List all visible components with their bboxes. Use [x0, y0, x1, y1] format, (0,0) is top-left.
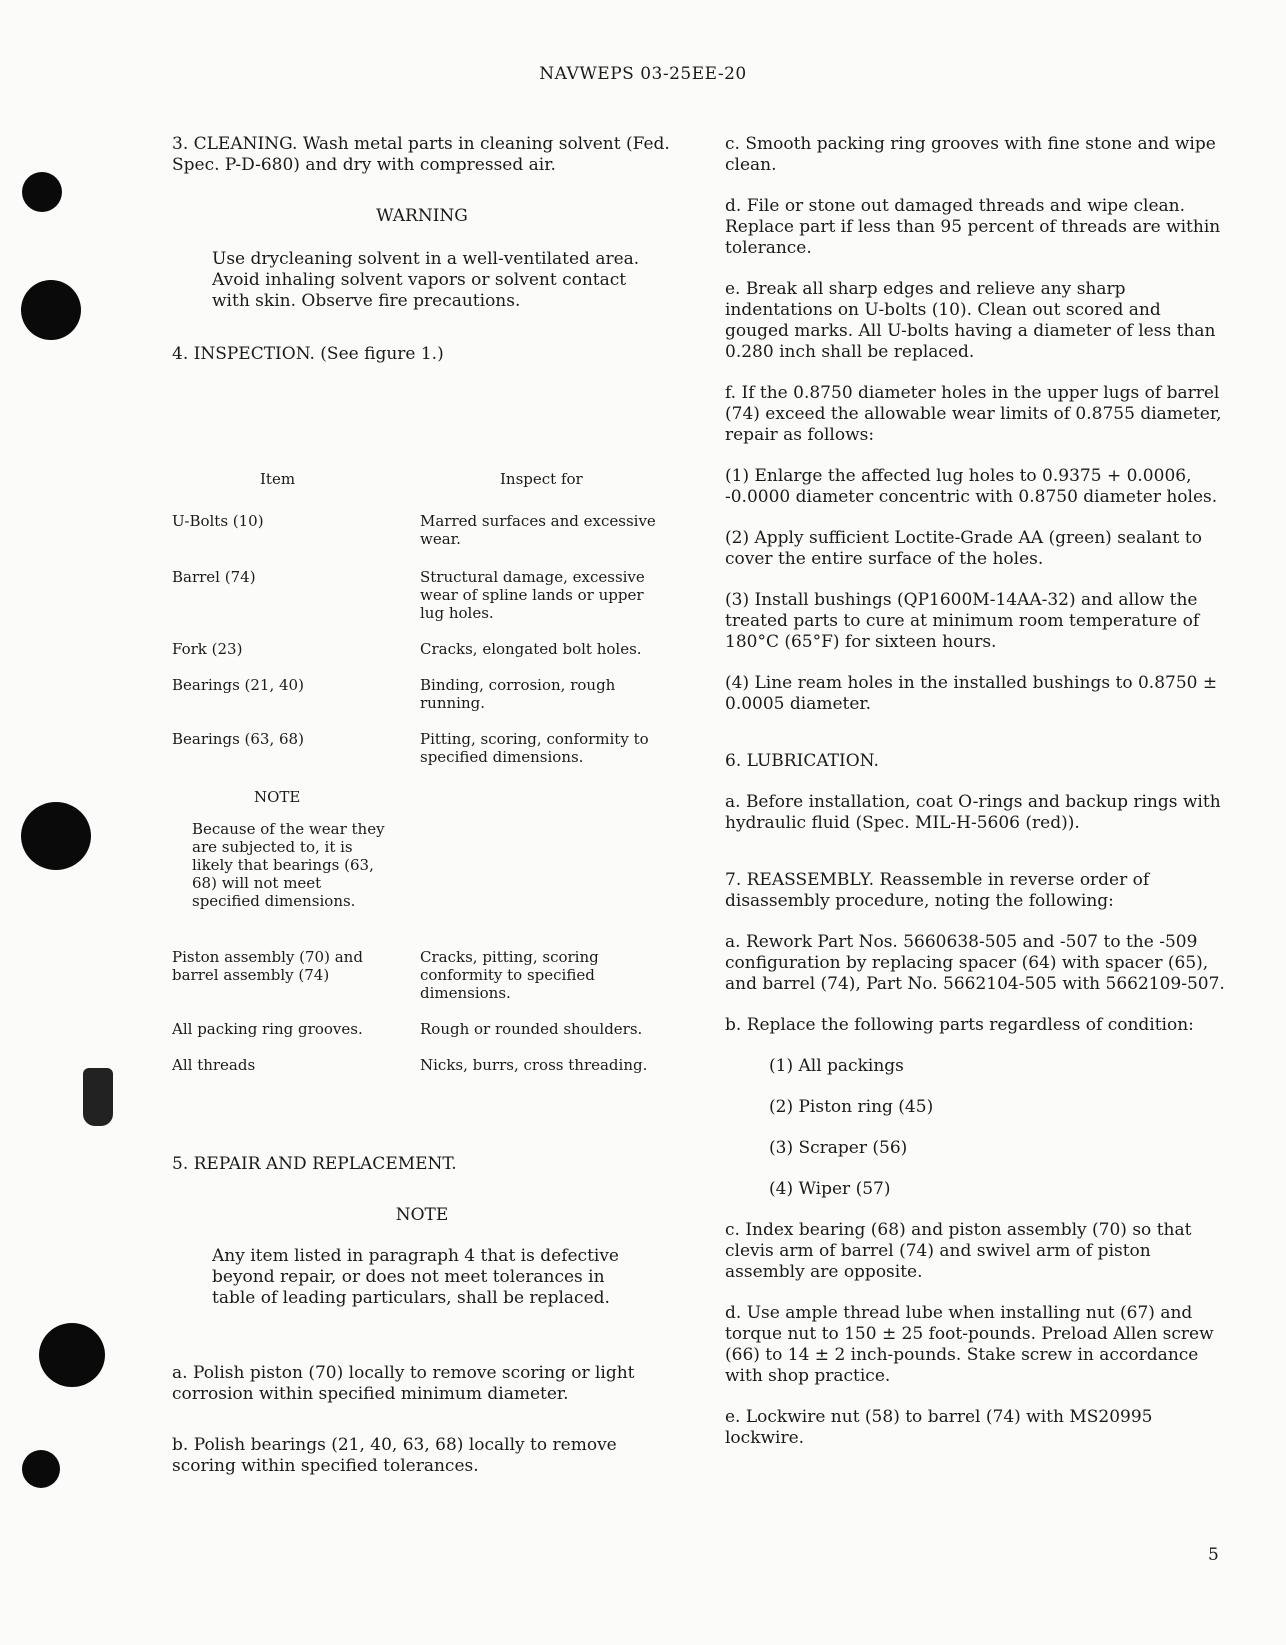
- table-cell-item: U-Bolts (10): [172, 512, 264, 530]
- table-row: [172, 676, 672, 712]
- repair-step-f3: (3) Install bushings (QP1600M-14AA-32) and allow the treated parts to cure at minimum room temperature of 180°C (65°F) for sixteen hours.: [725, 590, 1200, 652]
- table-row: [172, 730, 672, 766]
- binder-hole-3: [21, 802, 91, 870]
- table-row: [172, 640, 672, 658]
- table-cell-item: All packing ring grooves.: [172, 1020, 363, 1038]
- document-header: NAVWEPS 03-25EE-20: [539, 64, 747, 84]
- table-header-item: Item: [260, 470, 296, 488]
- repair-step-f: f. If the 0.8750 diameter holes in the upper lugs of barrel (74) exceed the allowable wear limits of 0.8755 diameter, repair as follows:: [725, 383, 1222, 445]
- table-row: [172, 1056, 672, 1074]
- reassembly-step-a: a. Rework Part Nos. 5660638-505 and -507 to the -509 configuration by replacing spacer (64) with spacer (65), and barrel (74), Part No. 5662104-505 with 5662109-507.: [725, 932, 1225, 994]
- repair-step-a: a. Polish piston (70) locally to remove scoring or light corrosion within specified minimum diameter.: [172, 1363, 635, 1404]
- note-heading: NOTE: [254, 788, 301, 806]
- table-cell-item: Fork (23): [172, 640, 243, 658]
- table-cell-item: Bearings (21, 40): [172, 676, 304, 694]
- reassembly-part-2: (2) Piston ring (45): [769, 1097, 934, 1117]
- lubrication-step-a: a. Before installation, coat O-rings and backup rings with hydraulic fluid (Spec. MIL-H-5606 (red)).: [725, 792, 1221, 833]
- inspection-heading: 4. INSPECTION. (See figure 1.): [172, 344, 444, 364]
- reassembly-heading: 7. REASSEMBLY. Reassemble in reverse order of disassembly procedure, noting the following:: [725, 870, 1150, 911]
- repair-step-e: e. Break all sharp edges and relieve any sharp indentations on U-bolts (10). Clean out scored and gouged marks. All U-bolts having a diameter of less than 0.280 inch shall be replaced.: [725, 279, 1216, 362]
- table-header-inspect: Inspect for: [500, 470, 583, 488]
- lubrication-heading: 6. LUBRICATION.: [725, 751, 879, 771]
- binder-hole-4: [39, 1323, 105, 1387]
- table-cell-item: Piston assembly (70) and barrel assembly (74): [172, 948, 363, 984]
- warning-body: Use drycleaning solvent in a well-ventilated area. Avoid inhaling solvent vapors or solvent contact with skin. Observe fire precautions.: [212, 249, 640, 311]
- table-cell-inspect: Structural damage, excessive wear of spline lands or upper lug holes.: [420, 568, 645, 622]
- reassembly-part-1: (1) All packings: [769, 1056, 904, 1076]
- repair-step-b: b. Polish bearings (21, 40, 63, 68) locally to remove scoring within specified tolerances.: [172, 1435, 617, 1476]
- table-row: [172, 948, 672, 1002]
- table-cell-inspect: Binding, corrosion, rough running.: [420, 676, 616, 712]
- reassembly-step-b: b. Replace the following parts regardless of condition:: [725, 1015, 1194, 1035]
- binder-hole-2: [21, 280, 81, 340]
- table-row: [172, 512, 672, 548]
- table-cell-item: Barrel (74): [172, 568, 256, 586]
- table-row: [172, 568, 672, 622]
- scan-smudge: [83, 1068, 113, 1126]
- left-column-lower: [172, 1154, 672, 1497]
- right-column: [725, 134, 1225, 1469]
- repair-step-f4: (4) Line ream holes in the installed bushings to 0.8750 ± 0.0005 diameter.: [725, 673, 1218, 714]
- inspection-table: [172, 470, 672, 1074]
- table-cell-item: All threads: [172, 1056, 256, 1074]
- note-body: Any item listed in paragraph 4 that is defective beyond repair, or does not meet tolerances in table of leading particulars, shall be replaced.: [212, 1246, 619, 1308]
- repair-heading: 5. REPAIR AND REPLACEMENT.: [172, 1154, 457, 1174]
- reassembly-step-c: c. Index bearing (68) and piston assembly (70) so that clevis arm of barrel (74) and swivel arm of piston assembly are opposite.: [725, 1220, 1192, 1282]
- table-cell-inspect: Marred surfaces and excessive wear.: [420, 512, 656, 548]
- repair-step-f1: (1) Enlarge the affected lug holes to 0.9375 + 0.0006, -0.0000 diameter concentric with 0.8750 diameter holes.: [725, 466, 1218, 507]
- reassembly-part-3: (3) Scraper (56): [769, 1138, 908, 1158]
- table-cell-item: Bearings (63, 68): [172, 730, 304, 748]
- table-row: [172, 1020, 672, 1038]
- table-cell-inspect: Rough or rounded shoulders.: [420, 1020, 643, 1038]
- left-column: [172, 134, 672, 385]
- note-body: Because of the wear they are subjected to, it is likely that bearings (63, 68) will not meet specified dimensions.: [192, 820, 385, 910]
- binder-hole-5: [22, 1450, 60, 1488]
- reassembly-step-d: d. Use ample thread lube when installing nut (67) and torque nut to 150 ± 25 foot-pounds. Preload Allen screw (66) to 14 ± 2 inch-pounds. Stake screw in accordance with shop practice.: [725, 1303, 1214, 1386]
- page-number: 5: [1208, 1545, 1219, 1565]
- note-heading: NOTE: [395, 1205, 449, 1225]
- reassembly-step-e: e. Lockwire nut (58) to barrel (74) with MS20995 lockwire.: [725, 1407, 1153, 1448]
- repair-step-d: d. File or stone out damaged threads and wipe clean. Replace part if less than 95 percent of threads are within tolerance.: [725, 196, 1221, 258]
- repair-step-c: c. Smooth packing ring grooves with fine stone and wipe clean.: [725, 134, 1216, 175]
- table-cell-inspect: Nicks, burrs, cross threading.: [420, 1056, 648, 1074]
- repair-step-f2: (2) Apply sufficient Loctite-Grade AA (green) sealant to cover the entire surface of the holes.: [725, 528, 1202, 569]
- warning-heading: WARNING: [376, 206, 468, 226]
- table-header-row: [172, 470, 672, 488]
- binder-hole-1: [22, 172, 62, 212]
- table-cell-inspect: Cracks, pitting, scoring conformity to specified dimensions.: [420, 948, 599, 1002]
- table-cell-inspect: Cracks, elongated bolt holes.: [420, 640, 642, 658]
- reassembly-part-4: (4) Wiper (57): [769, 1179, 891, 1199]
- table-cell-inspect: Pitting, scoring, conformity to specified dimensions.: [420, 730, 649, 766]
- cleaning-paragraph: 3. CLEANING. Wash metal parts in cleaning solvent (Fed. Spec. P-D-680) and dry with compressed air.: [172, 134, 670, 175]
